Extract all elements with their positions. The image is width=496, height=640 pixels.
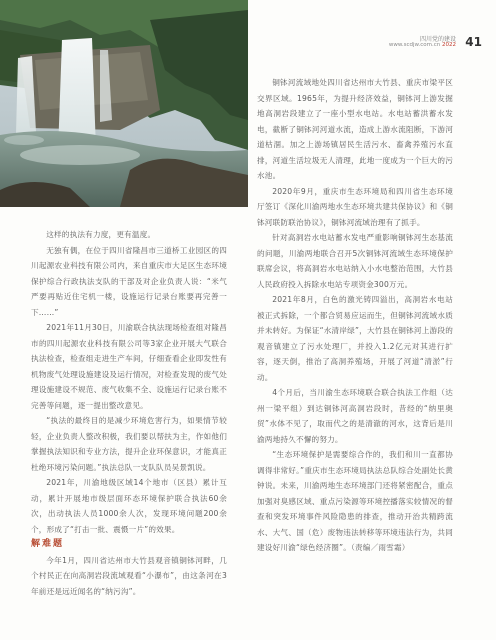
- paragraph: 2021年，川渝地级区域14个地市（区县）累计互动，累计开展地市级层面环态环境保护联合执法60余次，出动执法人员1000余人次，发现环境问题200余个，形成了“打击一批、震慑一片”的效果。: [31, 478, 227, 534]
- paragraph: 无独有偶，在位于四川省隆昌市三道桥工业园区的四川起源农业科技有限公司内，来自重庆市大足区生态环境保护综合行政执法支队的干部及对企业负责人说：“米气严要再贴近住宅机一楼，设施运行记录台账要再完善一下……”: [31, 245, 227, 317]
- paragraph: 2020年9月，重庆市生态环境局和四川省生态环境厅签订《深化川渝两地水生态环境共建共保协议》和《铜钵河联防联治协议》，铜钵河流域治理有了抓手。: [257, 186, 453, 227]
- page-header: [332, 8, 482, 48]
- magazine-title: 四川党的建设: [419, 36, 456, 43]
- url-prefix: www.scdjw.com.cn: [388, 42, 441, 48]
- paragraph: “生态环境保护是需要综合作的，我们和川一直都协调得非常好。”重庆市生态环境局执法总队综合处副处长黄钟说。未来，川渝两地生态环境部门还将紧密配合，重点加强对臭感区域、重点污染源等环境控播落实较情况的督查和突发环境事件风险隐患的排查，推动开治共精跨流水、大气、国（危）废物违法转移等环境违法行为，共同建设好川渝“绿色经济圈”。（责编／雨雪霜）: [257, 450, 453, 552]
- paragraph: 铜钵河流域地处四川省达州市大竹县、重庆市梁平区交界区域。1965年，为提升经济效益，铜钵河上游发掘地高洞岩段建立了一座小型水电站。水电站蓄洪蓄水发电，截断了铜钵河河道水流，造成上游水流阻断，下游河道枯涸。加之上游场镇居民生活污水、畜禽养殖污水直排，河道生活垃圾无人清理，此地一度成为一个巨大的污水池。: [257, 78, 453, 180]
- page-number: 41: [465, 35, 482, 49]
- url-year: 2022: [442, 42, 456, 48]
- section-heading: 解难题: [31, 539, 65, 549]
- paragraph: 2021年11月30日，川渝联合执法现场检查组对隆昌市的四川起源农业科技有限公司等3家企业开展大气联合执法检查，检查组走进生产车间，仔细查看企业即发性有机物废气处理设施建设及运行情况，对检查发现的废气处理设施建设不规范、废气收集不全、设施运行记录台账不完善等问题，逐一提出整改意见。: [31, 323, 227, 410]
- right-column: [257, 75, 453, 556]
- paragraph: 4个月后，当川渝生态环境联合联合执法工作组（达州一梁平组）到达铜钵河高洞岩段时，昔经的“纳里奥贸”水体不见了，取而代之的是清澈的河水，这背后是川渝两地持久不懈的努力。: [257, 388, 453, 444]
- paragraph: 这样的执法有力度，更有温度。: [46, 230, 156, 239]
- magazine-url: [389, 42, 456, 48]
- left-column: [31, 227, 227, 599]
- paragraph: “执法的最终目的是减少环境危害行为，如果情节较轻，企业负责人整改积极，我们要以帮扶为主，作如他们掌握执法知识和专业方法，提升企业环保意识，才能真正杜绝环境污染问题。”执法总队一支队队员吴景凯说。: [31, 416, 227, 472]
- waterfall-photo: [0, 0, 248, 207]
- paragraph: 针对高洞岩水电站蓄水发电严重影响铜钵河生态基流的问题，川渝两地联合召开5次铜钵河流域生态环境保护联席会议，将高洞岩水电站纳入小水电整治范围，大竹县人民政府投入拆除水电站专项资金300万元。: [257, 233, 453, 289]
- paragraph: 2021年8月，白色的激光铸四溢出，高洞岩水电站被正式拆除，一个都合贸易应运而生，但铜钵河流域水质并未转好。为保证“水清岸绿”，大竹县在铜钵河上游段的观音镇建立了污水处理厂，并投入1.2亿元对其进行扩容，逐天倒，推治了高洞养殖场，开展了河道“清淤”行动。: [257, 295, 453, 382]
- paragraph: 今年1月，四川省达州市大竹县观音镇铜钵河畔，几个村民正在向高洞岩段流域观看“小瀑布”，由这条河在3年前还是远近闻名的“纳污沟”。: [31, 555, 227, 596]
